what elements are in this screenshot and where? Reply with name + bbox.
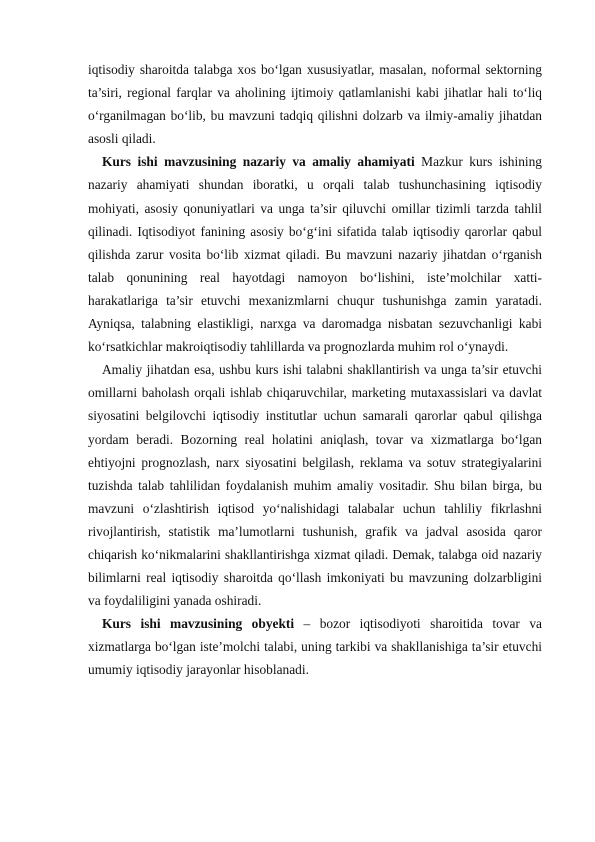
paragraph-practical: Amaliy jihatdan esa, ushbu kurs ishi talabni shakllantirish va unga ta’sir etuvchi omillarni baholash orqali ishlab chiqaruvchilar, marketing mutaxassislari va davlat siyosatini belgilovchi iqtisodiy institutlar uchun samarali qarorlar qabul qilishga yordam beradi. Bozorning real holatini aniqlash, tovar va xizmatlarga bo‘lgan ehtiyojni prognozlash, narx siyosatini belgilash, reklama va sotuv strategiyalarini tuzishda talab tahlilidan foydalanish muhim amaliy vositadir. Shu bilan birga, bu mavzuni o‘zlashtirish iqtisod yo‘nalishidagi talabalar uchun tahliliy fikrlashni rivojlantirish, statistik ma’lumotlarni tushunish, grafik va jadval asosida qaror chiqarish ko‘nikmalarini shakllantirishga xizmat qiladi. Demak, talabga oid nazariy bilimlarni real iqtisodiy sharoitda qo‘llash imkoniyati bu mavzuning dolzarbligini va foydaliligini yanada oshiradi. [88, 362, 542, 609]
significance-body: Mazkur kurs ishining nazariy ahamiyati shundan iboratki, u orqali talab tushunchasining iqtisodiy mohiyati, asosiy qonuniyatlari va unga ta’sir qiluvchi omillar tizimli tarzda tahlil qilinadi. Iqtisodiyot fanining asosiy bo‘g‘ini sifatida talab iqtisodiy qarorlar qabul qilishda zarur vosita bo‘lib xizmat qiladi. Bu mavzuni nazariy jihatdan o‘rganish talab qonunining real hayotdagi namoyon bo‘lishini, iste’molchilar xatti-harakatlariga ta’sir etuvchi mexanizmlarni chuqur tushunishga zamin yaratadi. Ayniqsa, talabning elastikligi, narxga va daromadga nisbatan sezuvchanligi kabi ko‘rsatkichlar makroiqtisodiy tahlillarda va prognozlarda muhim rol o‘ynaydi. [88, 154, 542, 355]
paragraph-object [88, 612, 542, 681]
paragraph-intro-continuation: iqtisodiy sharoitda talabga xos bo‘lgan xususiyatlar, masalan, noformal sektorning ta’siri, regional farqlar va aholining ijtimoiy qatlamlanishi kabi jihatlar hali to‘liq o‘rganilmagan bo‘lib, bu mavzuni tadqiq qilishni dolzarb va ilmiy-amaliy jihatdan asosli qiladi. [88, 62, 542, 147]
object-body: – bozor iqtisodiyoti sharoitida tovar va xizmatlarga bo‘lgan iste’molchi talabi, uning tarkibi va shakllanishiga ta’sir etuvchi umumiy iqtisodiy jarayonlar hisoblanadi. [88, 616, 542, 678]
paragraph-significance [88, 150, 542, 358]
significance-heading: Kurs ishi mavzusining nazariy va amaliy ahamiyati [102, 154, 415, 170]
object-heading: Kurs ishi mavzusining obyekti [102, 616, 295, 632]
document-page [88, 58, 542, 682]
